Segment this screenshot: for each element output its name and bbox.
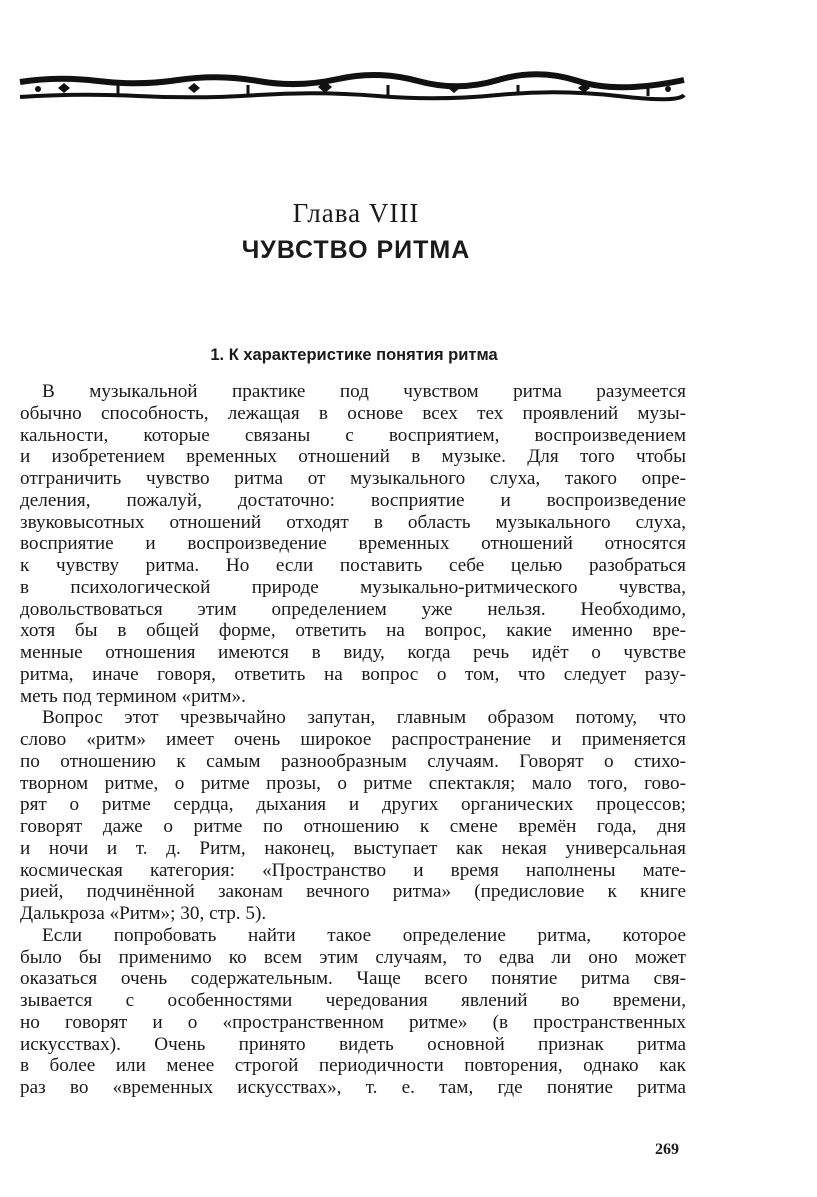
text-line: было бы применимо ко всем этим случаям, то едва ли оно может xyxy=(20,946,686,968)
text-line: оказаться очень содержательным. Чаще всего понятие ритма свя- xyxy=(20,968,686,990)
section-title: 1. К характеристике понятия ритма xyxy=(210,346,498,364)
text-line: в психологической природе музыкально-ритмического чувства, xyxy=(20,576,686,598)
paragraph xyxy=(20,707,686,925)
text-line: Далькроза «Ритм»; 30, стр. 5). xyxy=(20,903,267,924)
text-line: космическая категория: «Пространство и время наполнены мате- xyxy=(20,859,686,881)
body-text xyxy=(20,381,686,1099)
text-line: творном ритме, о ритме прозы, о ритме спектакля; мало того, гово- xyxy=(20,772,686,794)
text-line: к чувству ритма. Но если поставить себе целью разобраться xyxy=(20,555,686,576)
text-line: звуковысотных отношений отходят в область музыкального слуха, xyxy=(20,511,686,533)
text-line: но говорят и о «пространственном ритме» (в пространственных xyxy=(20,1011,686,1033)
text-line: Если попробовать найти такое определение ритма, которое xyxy=(42,924,686,946)
ornamental-header-rule xyxy=(18,68,686,108)
text-line: рией, подчинённой законам вечного ритма» (предисловие к книге xyxy=(20,881,686,903)
text-line: довольствоваться этим определением уже нельзя. Необходимо, xyxy=(20,598,686,620)
text-line: слово «ритм» имеет очень широкое распространение и применяется xyxy=(20,729,686,750)
text-line: рят о ритме сердца, дыхания и других органических процессов; xyxy=(20,794,686,816)
page-number: 269 xyxy=(655,1141,679,1158)
paragraph xyxy=(20,381,686,707)
text-line: отграничить чувство ритма от музыкального слуха, такого опре- xyxy=(20,468,686,489)
text-line: говорят даже о ритме по отношению к смене времён года, дня xyxy=(20,816,686,837)
text-line: менные отношения имеются в виду, когда речь идёт о чувстве xyxy=(20,642,686,663)
text-line: и изобретением временных отношений в музыке. Для того чтобы xyxy=(20,446,686,468)
text-line: В музыкальной практике под чувством ритма разумеется xyxy=(42,381,686,402)
text-line: и ночи и т. д. Ритм, наконец, выступает как некая универсальная xyxy=(20,837,686,859)
text-line: обычно способность, лежащая в основе всех тех проявлений музы- xyxy=(20,402,686,424)
paragraph xyxy=(20,925,686,1099)
text-line: искусствах). Очень принято видеть основной признак ритма xyxy=(20,1033,686,1055)
text-line: Вопрос этот чрезвычайно запутан, главным образом потому, что xyxy=(42,707,686,729)
chapter-number: Глава VIII xyxy=(292,198,420,228)
text-line: в более или менее строгой периодичности повторения, однако как xyxy=(20,1055,686,1077)
text-line: меть под термином «ритм». xyxy=(20,685,246,707)
text-line: хотя бы в общей форме, ответить на вопрос, какие именно вре- xyxy=(20,620,686,642)
text-line: по отношению к самым разнообразным случаям. Говорят о стихо- xyxy=(20,750,686,772)
text-line: кальности, которые связаны с восприятием, воспроизведением xyxy=(20,424,686,446)
text-line: раз во «временных искусствах», т. е. там, где понятие ритма xyxy=(20,1077,686,1098)
text-line: деления, пожалуй, достаточно: восприятие и воспроизведение xyxy=(20,489,686,511)
text-line: восприятие и воспроизведение временных отношений относятся xyxy=(20,533,686,555)
chapter-title: ЧУВСТВО РИТМА xyxy=(241,236,471,264)
text-line: зывается с особенностями чередования явлений во времени, xyxy=(20,990,686,1011)
text-line: ритма, иначе говоря, ответить на вопрос о том, что следует разу- xyxy=(20,663,686,685)
